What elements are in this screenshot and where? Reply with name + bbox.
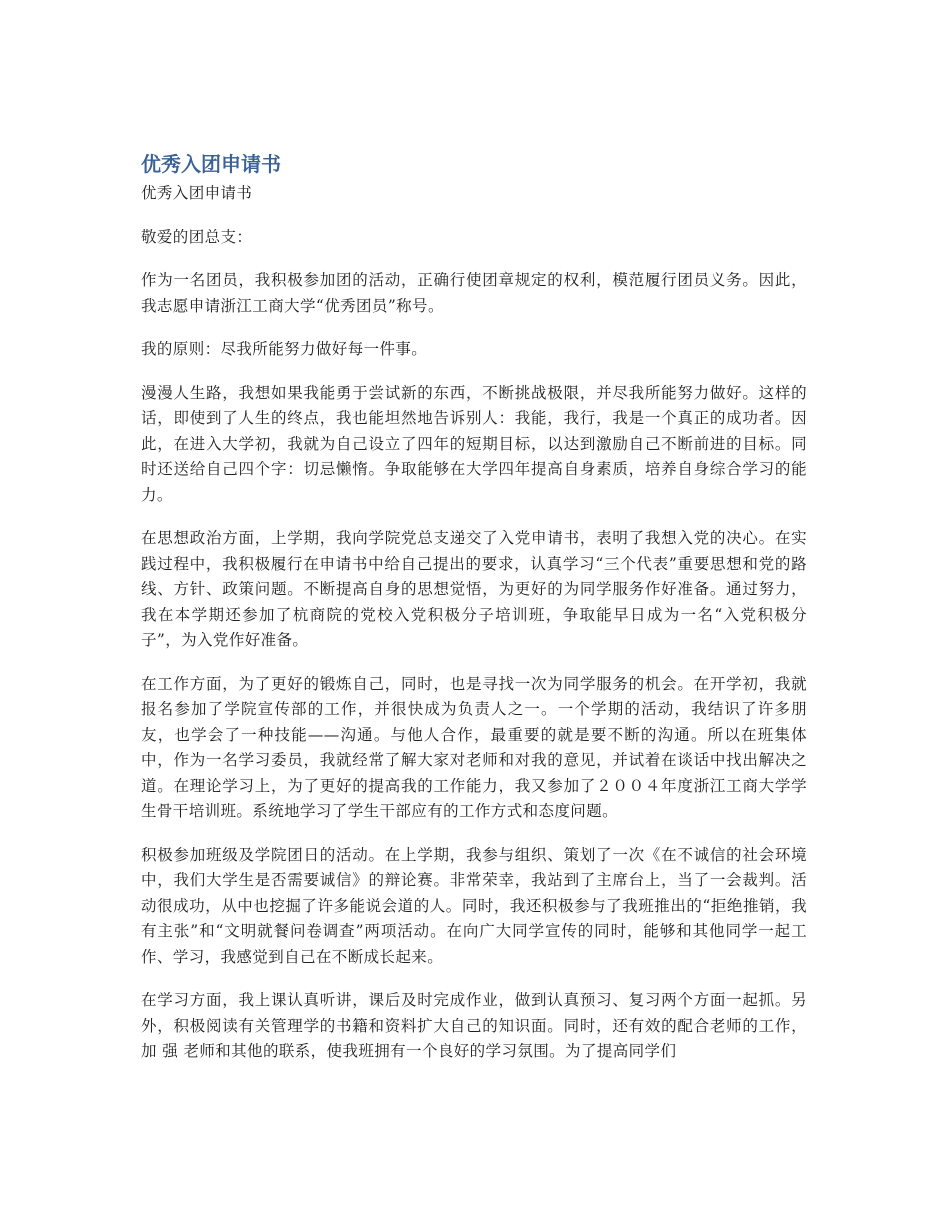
document-body bbox=[141, 148, 807, 1065]
paragraph: 漫漫人生路，我想如果我能勇于尝试新的东西，不断挑战极限，并尽我所能努力做好。这样的话，即使到了人生的终点，我也能坦然地告诉别人：我能，我行，我是一个真正的成功者。因此，在进入大学初，我就为自己设立了四年的短期目标，以达到激励自己不断前进的目标。同时还送给自己四个字：切忌懒惰。争取能够在大学四年提高自身素质，培养自身综合学习的能力。 bbox=[141, 383, 807, 504]
document-subtitle: 优秀入团申请书 bbox=[141, 184, 253, 202]
paragraph: 在思想政治方面，上学期，我向学院党总支递交了入党申请书，表明了我想入党的决心。在实践过程中，我积极履行在申请书中给自己提出的要求，认真学习“三个代表”重要思想和党的路线、方针、政策问题。不断提高自身的思想觉悟，为更好的为同学服务作好准备。通过努力，我在本学期还参加了杭商院的党校入党积极分子培训班，争取能早日成为一名“入党积极分子”，为入党作好准备。 bbox=[141, 529, 807, 649]
paragraph: 在工作方面，为了更好的锻炼自己，同时，也是寻找一次为同学服务的机会。在开学初，我就报名参加了学院宣传部的工作，并很快成为负责人之一。一个学期的活动，我结识了许多朋友，也学会了一种技能——沟通。与他人合作，最重要的就是要不断的沟通。所以在班集体中，作为一名学习委员，我就经常了解大家对老师和对我的意见，并试着在谈话中找出解决之道。在理论学习上，为了更好的提高我的工作能力，我又参加了２００４年度浙江工商大学学生骨干培训班。系统地学习了学生干部应有的工作方式和态度问题。 bbox=[141, 674, 807, 820]
paragraph: 作为一名团员，我积极参加团的活动，正确行使团章规定的权利，模范履行团员义务。因此，我志愿申请浙江工商大学“优秀团员”称号。 bbox=[141, 271, 807, 315]
salutation: 敬爱的团总支： bbox=[141, 227, 253, 246]
paragraph: 积极参加班级及学院团日的活动。在上学期，我参与组织、策划了一次《在不诚信的社会环境中，我们大学生是否需要诚信》的辩论赛。非常荣幸，我站到了主席台上，当了一会裁判。活动很成功，从中也挖掘了许多能说会道的人。同时，我还积极参与了我班推出的“拒绝推销，我有主张”和“文明就餐问卷调查”两项活动。在向广大同学宣传的同时，能够和其他同学一起工作、学习，我感觉到自己在不断成长起来。 bbox=[141, 845, 807, 966]
paragraph: 我的原则：尽我所能努力做好每一件事。 bbox=[141, 340, 428, 358]
document-heading: 优秀入团申请书 bbox=[141, 152, 281, 176]
paragraph: 在学习方面，我上课认真听讲，课后及时完成作业，做到认真预习、复习两个方面一起抓。另外，积极阅读有关管理学的书籍和资料扩大自己的知识面。同时，还有效的配合老师的工作，加 强 老师和其他的联系，使我班拥有一个良好的学习氛围。为了提高同学们 bbox=[141, 991, 807, 1060]
